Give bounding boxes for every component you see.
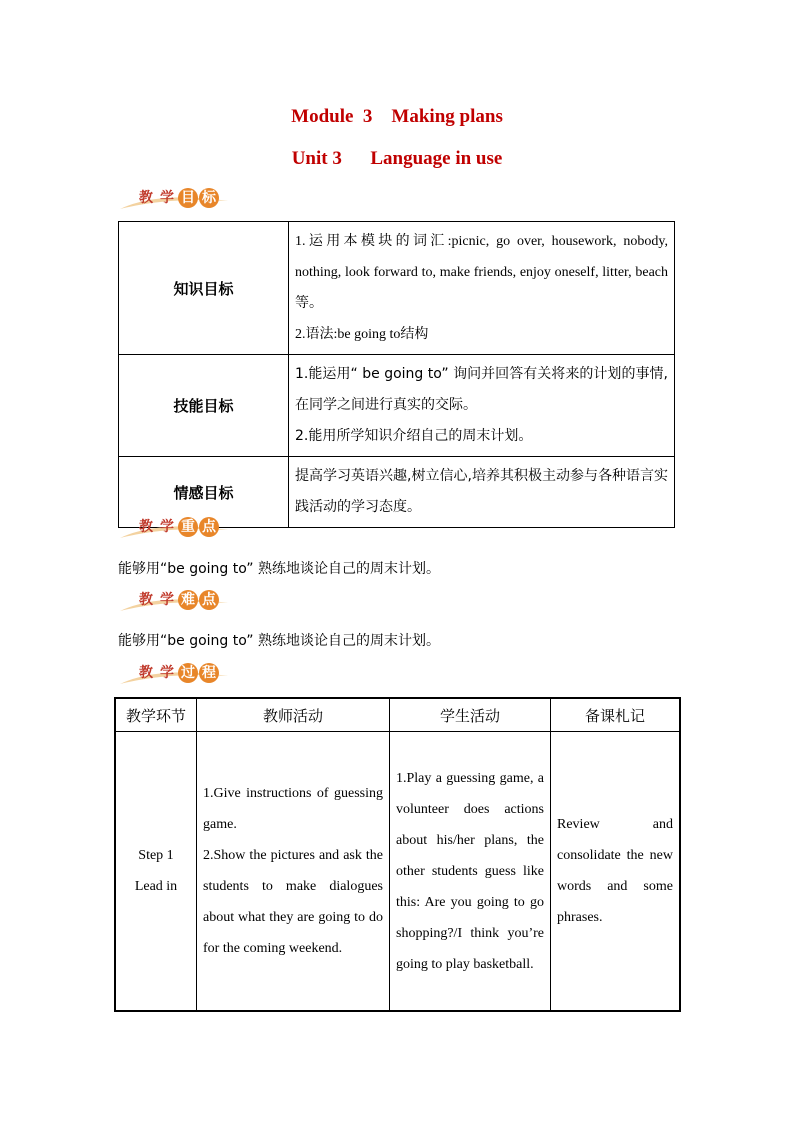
banner-char: 学 [160,592,174,608]
header-cell: 教学环节 [115,698,197,732]
header-cell: 学生活动 [390,698,551,732]
objective-line: 2.语法:be going to结构 [295,327,429,342]
teacher-activity-item: 1.Give instructions of guessing game. [203,786,383,832]
banner-char: 点 [199,590,219,610]
objective-label: 情感目标 [119,457,289,528]
key-point-text: 能够用“be going to” 熟练地谈论自己的周末计划。 [118,561,441,577]
objectives-table [118,221,675,528]
objective-content [289,457,675,528]
header-cell: 备课札记 [551,698,681,732]
objective-content [289,222,675,355]
process-row [115,732,680,1012]
step-name: Lead in [134,879,178,894]
notes-text: Review and consolidate the new words and some phrases. [557,817,673,925]
student-activity-cell [390,732,551,1012]
objective-content [289,355,675,457]
notes-cell [551,732,681,1012]
banner-char: 学 [160,665,174,681]
module-title: Module 3 Making plans [291,106,503,127]
banner-char: 重 [178,517,198,537]
objective-row [119,355,675,457]
objective-row [119,222,675,355]
teacher-activity-cell [197,732,390,1012]
objective-line: 2.能用所学知识介绍自己的周末计划。 [295,428,533,444]
header-cell: 教师活动 [197,698,390,732]
student-activity-text: 1.Play a guessing game, a volunteer does actions about his/her plans, the other students guess like this: Are you going to go shopping?/I think you’re going to play basketball. [396,770,544,972]
banner-char: 难 [178,590,198,610]
banner-char: 程 [199,663,219,683]
banner-char: 教 [139,190,153,206]
step-cell [115,732,197,1012]
process-table [114,697,681,1012]
banner-char: 教 [139,665,153,681]
banner-char: 教 [139,592,153,608]
banner-char: 过 [178,663,198,683]
banner-char: 标 [199,188,219,208]
objective-line: 提高学习英语兴趣,树立信心,培养其积极主动参与各种语言实践活动的学习态度。 [295,468,668,515]
banner-char: 学 [160,190,174,206]
banner-char: 目 [178,188,198,208]
unit-title: Unit 3 Language in use [291,148,503,169]
banner-char: 点 [199,517,219,537]
objective-label: 知识目标 [119,222,289,355]
objective-line: 1.能运用“ be going to” 询问并回答有关将来的计划的事情,在同学之间进行真实的交际。 [295,366,668,413]
banner-char: 教 [139,519,153,535]
banner-char: 学 [160,519,174,535]
teacher-activity-item: 2.Show the pictures and ask the students to make dialogues about what they are going to do for the coming weekend. [203,848,383,956]
step-number: Step 1 [138,848,174,863]
process-header-row [115,698,680,732]
objective-line: 1.运用本模块的词汇:picnic, go over, housework, nobody, nothing, look forward to, make friends, enjoy oneself, litter, beach等。 [295,234,668,311]
difficulty-text: 能够用“be going to” 熟练地谈论自己的周末计划。 [118,633,441,649]
objective-label: 技能目标 [119,355,289,457]
